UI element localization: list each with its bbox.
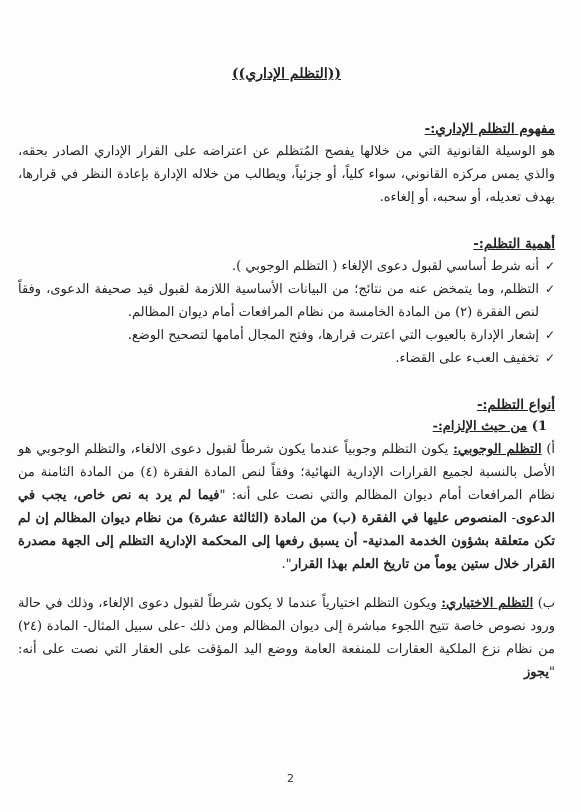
types-heading: أنواع التظلم:- [476, 397, 555, 413]
mandatory-prefix: أ) [546, 442, 556, 457]
subheading-number: 1) [531, 419, 547, 434]
mandatory-quote-start: فيما لم يرد به نص خاص، يجب في الدعوى [18, 488, 555, 526]
optional-paragraph [18, 592, 555, 684]
mandatory-text: يكون التظلم وجوبياً عندما يكون شرطاً لقبول دعوى الالغاء، والتظلم الوجوبي هو الأصل بالنسبة لجميع القرارات الإدارية النهائية؛ وفقاً لنص المادة الفقرة (٤) من المادة الثامنة من نظام المرافعات أمام ديوان المظالم والتي نصت على أنه: " [18, 442, 555, 503]
importance-heading: أهمية التظلم:- [473, 236, 555, 252]
types-subheading [18, 416, 555, 438]
page-number: 2 [287, 772, 294, 785]
optional-prefix: ب) [537, 596, 555, 611]
check-icon: ✓ [544, 282, 555, 296]
document-title: ((التظلم الإداري)) [232, 66, 341, 82]
importance-list [18, 255, 555, 370]
concept-paragraph: هو الوسيلة القانونية التي من خلالها يفصح المُتظلم عن اعتراضه على القرار الإداري الصادر بحقه، والذي يمس مركزه القانوني، سواء كلياً، أو جزئياً، ويطالب من خلاله الإدارة بإعادة النظر في قرارها، بهدف تعديله، أو سحبه، أو إلغاءه. [18, 144, 555, 205]
check-icon: ✓ [544, 328, 555, 342]
concept-heading: مفهوم التظلم الإداري:- [424, 121, 555, 137]
optional-text: ويكون التظلم اختيارياً عندما لا يكون شرطاً لقبول دعوى الإلغاء، وذلك في حالة ورود نصوص خاصة تتيح اللجوء مباشرة إلى ديوان المظالم ومن ذلك -على سبيل المثال- المادة (٢٤) من نظام نزع الملكية العقارات للمنفعة العامة ووضع اليد المؤقت على العقار التي نصت على أنه: " [18, 596, 555, 680]
document-body [18, 64, 555, 684]
importance-item: ✓ أنه شرط أساسي لقبول دعوى الإلغاء ( التظلم الوجوبي ). [18, 255, 555, 278]
mandatory-quote-close: ". [281, 557, 292, 572]
mandatory-paragraph: أ) التظلم الوجوبي: يكون التظلم وجوبياً عندما يكون شرطاً لقبول دعوى الالغاء، والتظلم الوجوبي هو الأصل بالنسبة لجميع القرارات الإدارية النهائية؛ وفقاً لنص المادة الفقرة (٤) من المادة الثامنة من نظام المرافعات أمام ديوان المظالم والتي نصت على أنه: "فيما لم يرد به نص خاص، يجب في الدعوى- المنصوص عليها في الفقرة (ب) من المادة (الثالثة عشرة) من نظام ديوان المظالم إن لم تكن متعلقة بشؤون الخدمة المدنية- أن يسبق رفعها إلى المحكمة الإدارية التظلم إلى الجهة مصدرة القرار خلال ستين يوماً من تاريخ العلم بهذا القرار". [18, 442, 556, 572]
mandatory-term: التظلم الوجوبي: [453, 442, 542, 457]
optional-term: التظلم الاختياري: [441, 596, 534, 611]
check-icon: ✓ [544, 259, 555, 273]
importance-item: ✓ إشعار الإدارة بالعيوب التي اعترت قرارها، وفتح المجال أمامها لتصحيح الوضع. [18, 324, 555, 347]
mandatory-quote-rest: المنصوص عليها في الفقرة (ب) من المادة (الثالثة عشرة) من نظام ديوان المظالم إن لم تكن متعلقة بشؤون الخدمة المدنية- أن يسبق رفعها إلى المحكمة الإدارية التظلم إلى الجهة مصدرة القرار خلال ستين يوماً من تاريخ العلم بهذا القرار [18, 511, 555, 572]
optional-quote-start: يجوز [524, 665, 550, 680]
importance-item: ✓ التظلم، وما يتمخض عنه من نتائج؛ من البيانات الأساسية اللازمة لقبول قيد صحيفة الدعوى، وفقاً لنص الفقرة (٢) من المادة الخامسة من نظام المرافعات أمام ديوان المظالم. [18, 278, 555, 324]
subheading-label: من حيث الإلزام:- [432, 419, 528, 434]
importance-item: ✓ تخفيف العبء على القضاء. [18, 347, 555, 370]
check-icon: ✓ [544, 351, 555, 365]
